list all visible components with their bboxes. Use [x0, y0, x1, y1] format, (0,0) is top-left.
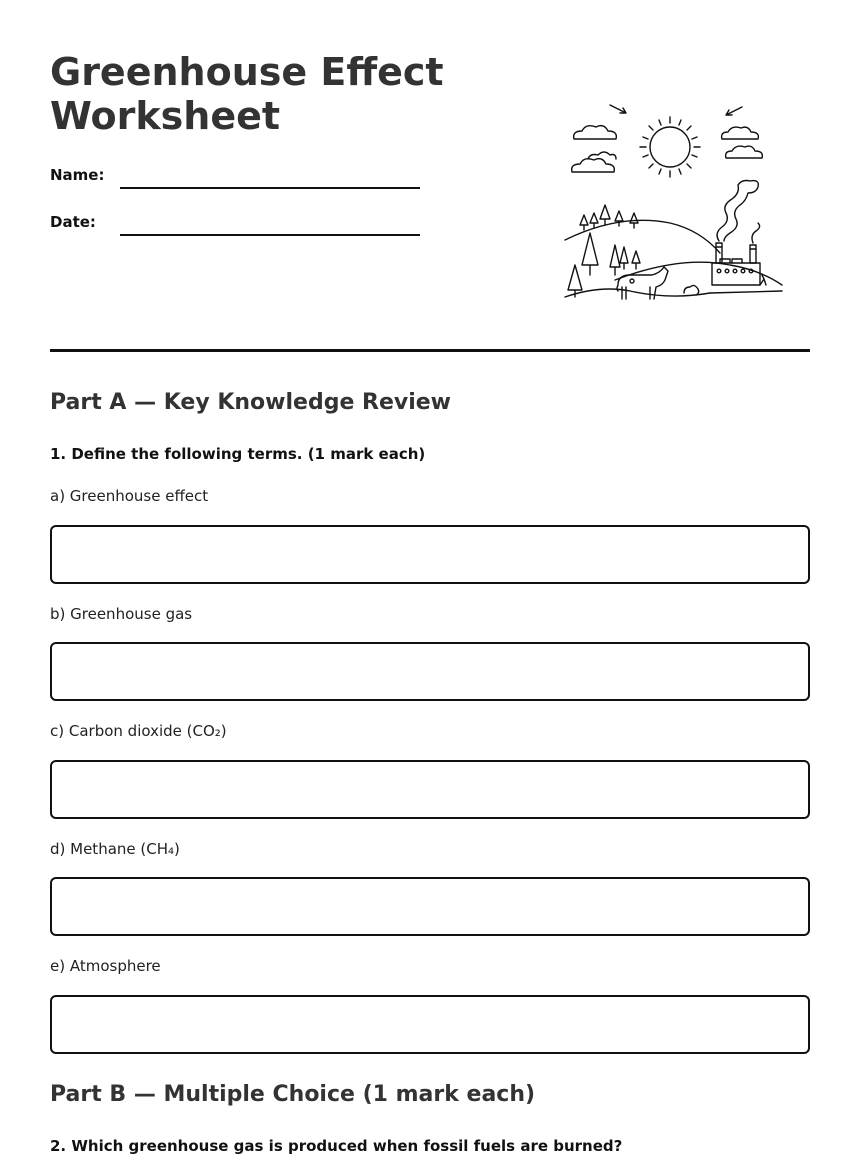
term-label-greenhouse-gas: b) Greenhouse gas	[50, 605, 193, 623]
answer-box-methane[interactable]	[50, 877, 810, 936]
part-b-heading: Part B — Multiple Choice (1 mark each)	[50, 1082, 536, 1107]
answer-box-greenhouse-effect[interactable]	[50, 525, 810, 584]
question-1: 1. Define the following terms. (1 mark each)	[50, 445, 426, 463]
header-divider	[50, 349, 810, 352]
term-label-methane: d) Methane (CH₄)	[50, 840, 180, 858]
landscape-factory-sun-icon	[560, 95, 790, 310]
term-label-atmosphere: e) Atmosphere	[50, 957, 161, 975]
answer-box-greenhouse-gas[interactable]	[50, 642, 810, 701]
name-field[interactable]	[120, 187, 420, 189]
name-label: Name:	[50, 166, 105, 184]
term-label-greenhouse-effect: a) Greenhouse effect	[50, 487, 209, 505]
term-label-carbon-dioxide: c) Carbon dioxide (CO₂)	[50, 722, 227, 740]
answer-box-carbon-dioxide[interactable]	[50, 760, 810, 819]
part-a-heading: Part A — Key Knowledge Review	[50, 390, 452, 415]
answer-box-atmosphere[interactable]	[50, 995, 810, 1054]
date-label: Date:	[50, 213, 96, 231]
question-2: 2. Which greenhouse gas is produced when fossil fuels are burned?	[50, 1137, 623, 1155]
date-field[interactable]	[120, 234, 420, 236]
page-title: Greenhouse Effect Worksheet	[50, 50, 444, 138]
